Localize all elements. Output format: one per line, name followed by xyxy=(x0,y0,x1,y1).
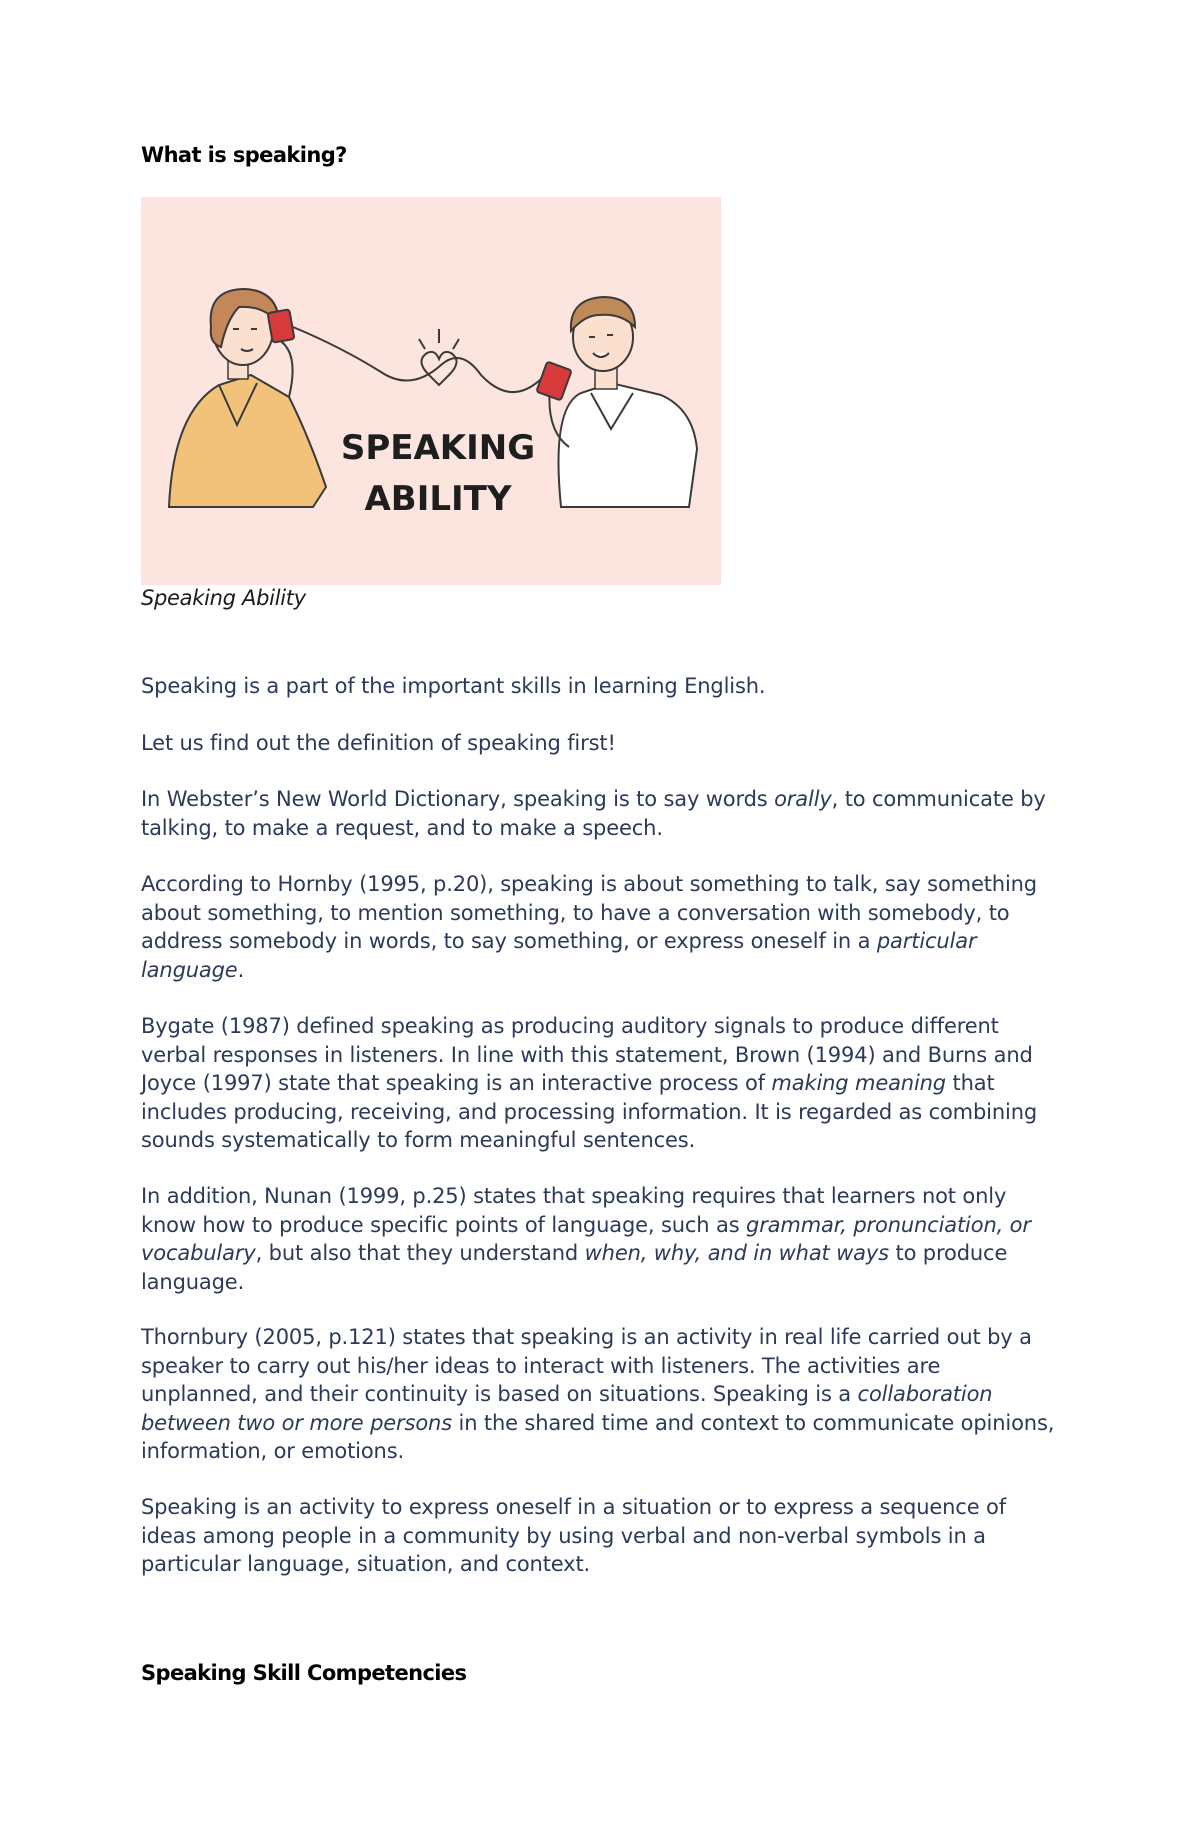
paragraph-6-text: In addition, Nunan (1999, p.25) states that speaking requires that learners not only know how to produce specific points of language, such as xyxy=(141,1184,1007,1237)
paragraph-6-text-mid: , but also that they understand xyxy=(255,1241,585,1265)
paragraph-4-emphasis: particular language xyxy=(141,929,977,982)
paragraph-3-text-end: , to communicate by talking, to make a request, and to make a speech. xyxy=(141,787,1046,840)
illustration-svg xyxy=(141,197,721,585)
paragraph-4-text-end: . xyxy=(237,957,245,982)
woman-figure xyxy=(169,289,326,507)
paragraph-6 xyxy=(141,1182,1061,1296)
paragraph-5-text: Bygate (1987) defined speaking as producing auditory signals to produce different verbal responses in listeners. In line with this statement, Brown (1994) and Burns and Joyce (1997) state that speaking is an interactive process of xyxy=(141,1014,1033,1095)
paragraph-4-text: According to Hornby (1995, p.20), speaking is about something to talk, say something about something, to mention something, to have a conversation with somebody, to address somebody in words, to say something, or express oneself in a xyxy=(141,872,1037,953)
banner-line-2: ABILITY xyxy=(364,479,512,519)
paragraph-3-emphasis: orally xyxy=(774,787,832,811)
paragraph-7-text-end: in the shared time and context to communicate opinions, information, or emotions. xyxy=(141,1410,1055,1463)
paragraph-5-emphasis: making meaning xyxy=(771,1071,946,1095)
paragraph-5 xyxy=(141,1012,1061,1155)
man-figure xyxy=(536,297,697,507)
banner-line-1: SPEAKING xyxy=(340,428,536,468)
string-line xyxy=(293,327,541,392)
heading-what-is-speaking: What is speaking? xyxy=(141,143,347,167)
paragraph-3 xyxy=(141,785,1061,842)
figure-caption: Speaking Ability xyxy=(141,586,306,610)
paragraph-1: Speaking is a part of the important skills in learning English. xyxy=(141,674,766,698)
paragraph-7-text: Thornbury (2005, p.121) states that speaking is an activity in real life carried out by a speaker to carry out his/her ideas to interact with listeners. The activities are unplanned, and their continuity is based on situations. Speaking is a xyxy=(141,1325,1032,1406)
paragraph-8: Speaking is an activity to express oneself in a situation or to express a sequence of ideas among people in a community by using verbal and non-verbal symbols in a particular language, situation, and context. xyxy=(141,1495,1006,1576)
paragraph-5-text-end: that includes producing, receiving, and processing information. It is regarded as combining sounds systematically to form meaningful sentences. xyxy=(141,1071,1038,1152)
paragraph-6-text-end: to produce language. xyxy=(141,1241,1008,1294)
paragraph-4 xyxy=(141,870,1061,984)
paragraph-3-text: In Webster’s New World Dictionary, speaking is to say words xyxy=(141,787,775,811)
paragraph-2: Let us find out the definition of speaking first! xyxy=(141,731,616,755)
paragraph-6-emphasis-2: when, why, and in what ways xyxy=(584,1241,889,1265)
paragraph-7-emphasis: collaboration between two or more persons xyxy=(141,1382,993,1435)
paragraph-6-emphasis-1: grammar, pronunciation, or vocabulary xyxy=(141,1212,1031,1265)
heading-speaking-skill-competencies: Speaking Skill Competencies xyxy=(141,1661,467,1685)
speaking-ability-illustration xyxy=(141,197,721,585)
heart-icon xyxy=(421,352,456,385)
paragraph-7 xyxy=(141,1323,1061,1466)
